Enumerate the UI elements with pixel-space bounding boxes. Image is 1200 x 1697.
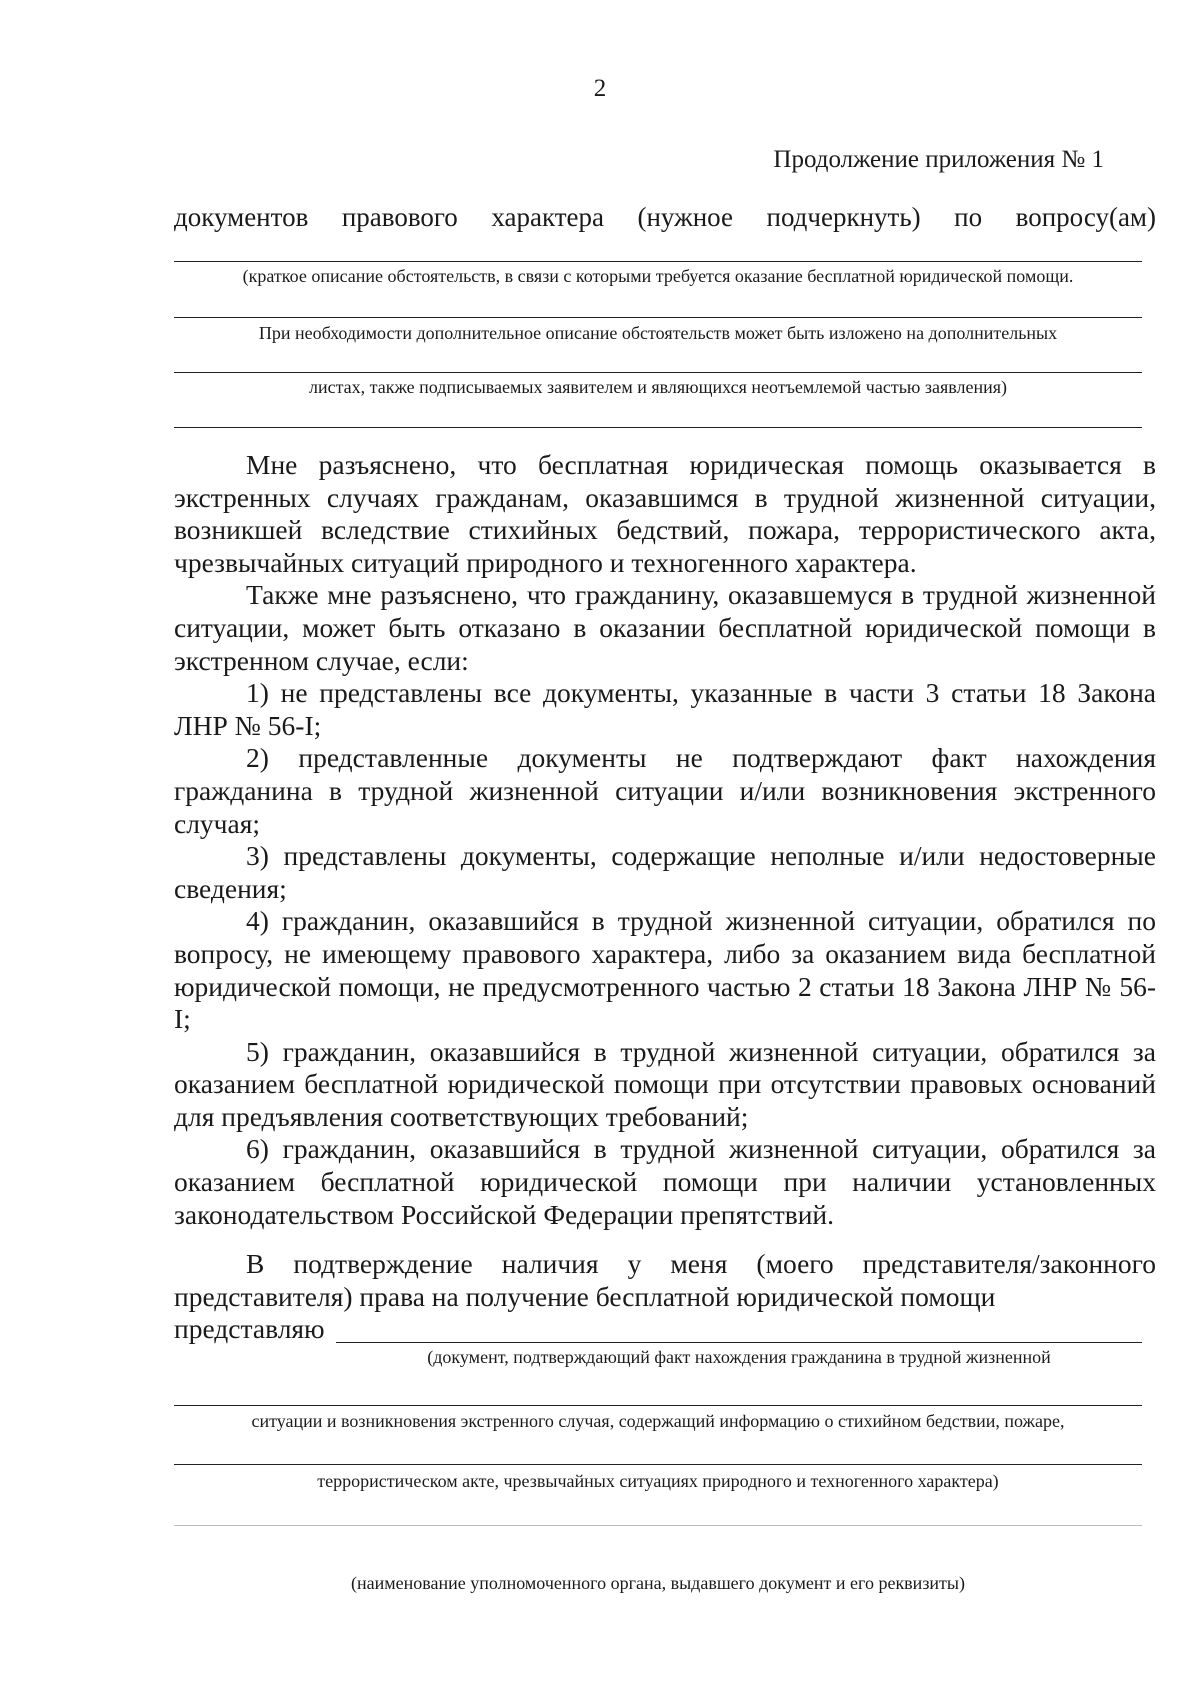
refusal-item-4: 4) гражданин, оказавшийся в трудной жизненной ситуации, обратился по вопросу, не имеющему правового характера, либо за оказанием вида бесплатной юридической помощи, не предусмотренного частью 2 статьи 18 Закона ЛНР № 56-I; bbox=[174, 905, 1156, 1035]
blank-line-document bbox=[336, 1342, 1142, 1343]
paragraph-explained-2: Также мне разъяснено, что гражданину, оказавшемуся в трудной жизненной ситуации, может быть отказано в оказании бесплатной юридической помощи в экстренном случае, если: bbox=[174, 579, 1156, 676]
caption-issuing-authority: (наименование уполномоченного органа, выдавшего документ и его реквизиты) bbox=[350, 1573, 966, 1593]
caption-document-3: террористическом акте, чрезвычайных ситуациях природного и техногенного характера) bbox=[317, 1471, 999, 1491]
body-paragraphs bbox=[174, 449, 1156, 1231]
page-number: 2 bbox=[593, 75, 607, 102]
paragraph-explained-1: Мне разъяснено, что бесплатная юридическая помощь оказывается в экстренных случаях гражданам, оказавшимся в трудной жизненной ситуации, возникшей вследствие стихийных бедствий, пожара, террористического акта, чрезвычайных ситуаций природного и техногенного характера. bbox=[174, 449, 1156, 578]
blank-line-2 bbox=[174, 317, 1142, 318]
refusal-item-1: 1) не представлены все документы, указанные в части 3 статьи 18 Закона ЛНР № 56-I; bbox=[174, 677, 1156, 741]
caption-circumstances-1: (краткое описание обстоятельств, в связи с которыми требуется оказание бесплатной юридической помощи. bbox=[242, 266, 1074, 286]
blank-line-1 bbox=[174, 261, 1142, 262]
top-text-line: документов правового характера (нужное подчеркнуть) по вопросу(ам) bbox=[174, 202, 1156, 232]
continuation-heading: Продолжение приложения № 1 bbox=[773, 146, 1104, 173]
refusal-item-5: 5) гражданин, оказавшийся в трудной жизненной ситуации, обратился за оказанием бесплатной юридической помощи при отсутствии правовых оснований для предъявления соответствующих требований; bbox=[174, 1035, 1156, 1132]
confirmation-text: В подтверждение наличия у меня (моего представителя/законного представителя) права на получение бесплатной юридической помощи bbox=[174, 1248, 1156, 1312]
blank-line-4 bbox=[174, 427, 1142, 428]
caption-circumstances-2: При необходимости дополнительное описание обстоятельств может быть изложено на дополнительных bbox=[258, 323, 1058, 343]
refusal-item-6: 6) гражданин, оказавшийся в трудной жизненной ситуации, обратился за оказанием бесплатной юридической помощи при наличии установленных законодательством Российской Федерации препятствий. bbox=[174, 1133, 1156, 1230]
caption-document-2: ситуации и возникновения экстренного случая, содержащий информацию о стихийном бедствии, пожаре, bbox=[251, 1411, 1065, 1431]
caption-document-1: (документ, подтверждающий факт нахождения гражданина в трудной жизненной bbox=[427, 1347, 1051, 1367]
refusal-item-2: 2) представленные документы не подтверждают факт нахождения гражданина в трудной жизненной ситуации и/или возникновения экстренного случая; bbox=[174, 742, 1156, 839]
caption-circumstances-3: листах, также подписываемых заявителем и являющихся неотъемлемой частью заявления) bbox=[308, 377, 1008, 397]
blank-line-5 bbox=[174, 1405, 1142, 1406]
confirmation-paragraph bbox=[174, 1248, 1156, 1313]
blank-line-3 bbox=[174, 372, 1142, 373]
blank-line-7 bbox=[174, 1525, 1142, 1526]
represent-label: представляю bbox=[174, 1313, 325, 1344]
blank-line-6 bbox=[174, 1464, 1142, 1465]
refusal-item-3: 3) представлены документы, содержащие неполные и/или недостоверные сведения; bbox=[174, 840, 1156, 904]
